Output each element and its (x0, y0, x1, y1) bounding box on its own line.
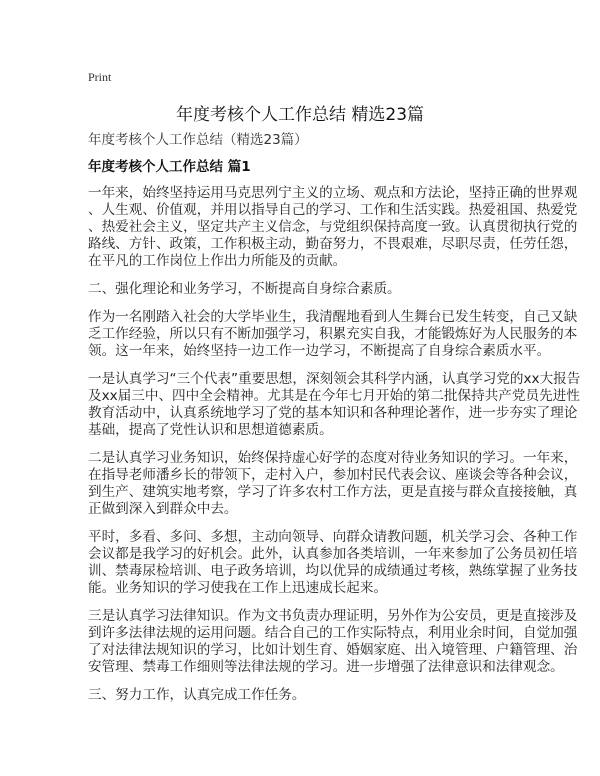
paragraph-line: 三、努力工作，认真完成工作任务。 (88, 687, 306, 703)
document-subtitle: 年度考核个人工作总结（精选23篇） (88, 132, 308, 148)
paragraph-line: 基础，提高了党性认识和思想道德素质。 (88, 422, 333, 438)
paragraph-line: 能。业务知识的学习使我在工作上迅速成长起来。 (88, 580, 388, 596)
paragraph-line: 二、强化理论和业务学习，不断提高自身综合素质。 (88, 281, 401, 297)
paragraph-line: 训、禁毒尿检培训、电子政务培训，均以优异的成绩通过考核，熟练掌握了业务技 (88, 563, 578, 579)
paragraph-line: 路线、方针、政策，工作积极主动，勤奋努力，不畏艰难，尽职尽责，任劳任怨， (88, 236, 578, 252)
paragraph-line: 二是认真学习业务知识，始终保持虚心好学的态度对待业务知识的学习。一年来， (88, 450, 578, 466)
paragraph-line: 到生产、建筑实地考察，学习了许多农村工作方法，更是直接与群众直接接触，真 (88, 484, 578, 500)
paragraph-line: 到许多法律法规的运用问题。结合自己的工作实际特点，利用业余时间，自觉加强 (88, 625, 578, 641)
paragraph-line: 三是认真学习法律知识。作为文书负责办理证明，另外作为公安员，更是直接涉及 (88, 608, 578, 624)
paragraph-line: 一年来，始终坚持运用马克思列宁主义的立场、观点和方法论，坚持正确的世界观 (88, 185, 578, 201)
paragraph-line: 、热爱社会主义，坚定共产主义信念，与党组织保持高度一致。认真贯彻执行党的 (88, 219, 578, 235)
paragraph (88, 608, 578, 676)
paragraph-line: 在平凡的工作岗位上作出力所能及的贡献。 (88, 253, 347, 269)
paragraph (88, 687, 528, 704)
paragraph-line: 平时，多看、多问、多想，主动向领导、向群众请教问题，机关学习会、各种工作 (88, 529, 578, 545)
paragraph-line: 正做到深入到群众中去。 (88, 501, 238, 517)
paragraph-line: 、人生观、价值观，并用以指导自己的学习、工作和生活实践。热爱祖国、热爱党 (88, 202, 578, 218)
paragraph-list (88, 185, 581, 704)
paragraph-line: 领。这一年来，始终坚持一边工作一边学习，不断提高了自身综合素质水平。 (88, 343, 551, 359)
paragraph-line: 教育活动中，认真系统地学习了党的基本知识和各种理论著作，进一步夯实了理论 (88, 405, 578, 421)
paragraph (88, 309, 578, 360)
paragraph (88, 450, 578, 518)
paragraph-line: 安管理、禁毒工作细则等法律法规的学习。进一步增强了法律意识和法律观念。 (88, 659, 564, 675)
paragraph-line: 一是认真学习“三个代表”重要思想，深刻领会其科学内涵，认真学习党的xx大报告 (88, 371, 581, 387)
paragraph (88, 371, 581, 439)
print-link[interactable]: Print (88, 70, 112, 84)
document-body (88, 132, 581, 715)
paragraph (88, 281, 528, 298)
paragraph-line: 乏工作经验，所以只有不断加强学习，积累充实自我，才能锻炼好为人民服务的本 (88, 326, 578, 342)
paragraph (88, 185, 578, 270)
paragraph-line: 作为一名刚踏入社会的大学毕业生，我清醒地看到人生舞台已发生转变，自己又缺 (88, 309, 578, 325)
paragraph-line: 会议都是我学习的好机会。此外，认真参加各类培训，一年来参加了公务员初任培 (88, 546, 578, 562)
section-heading: 年度考核个人工作总结 篇1 (88, 159, 251, 175)
document-title: 年度考核个人工作总结 精选23篇 (175, 105, 425, 125)
paragraph (88, 529, 578, 597)
paragraph-line: 在指导老师潘乡长的带领下，走村入户，参加村民代表会议、座谈会等各种会议， (88, 467, 578, 483)
paragraph-line: 及xx届三中、四中全会精神。尤其是在今年七月开始的第二批保持共产党员先进性 (88, 388, 580, 404)
paragraph-line: 了对法律法规知识的学习，比如计划生育、婚姻家庭、出入境管理、户籍管理、治 (88, 642, 578, 658)
